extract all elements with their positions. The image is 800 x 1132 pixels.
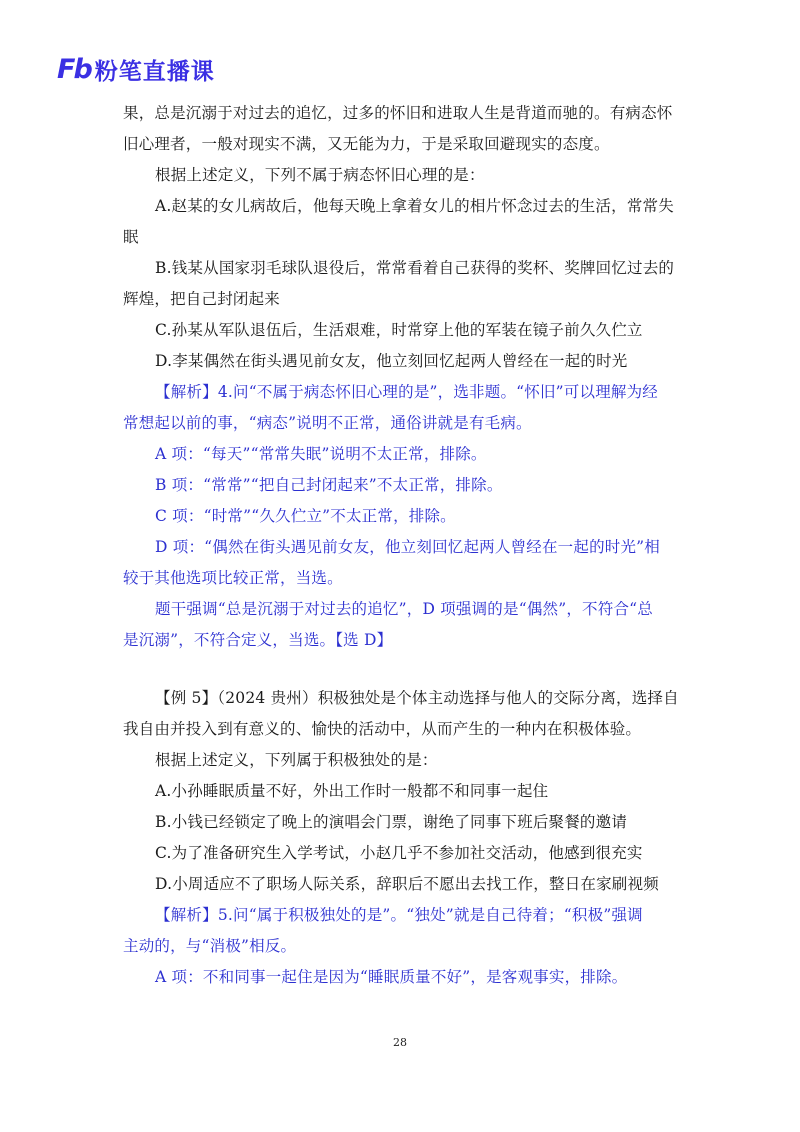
option-a-cont: 眠	[123, 228, 139, 246]
analysis-line: 主动的，与“消极”相反。	[123, 937, 297, 955]
paragraph-line: 旧心理者，一般对现实不满，又无能为力，于是采取回避现实的态度。	[123, 135, 610, 153]
analysis-option-b: B 项：“常常”“把自己封闭起来”不太正常，排除。	[155, 476, 503, 494]
analysis-tag: 【解析】	[155, 906, 218, 924]
analysis-line	[123, 900, 683, 931]
option-c: C.为了准备研究生入学考试，小赵几乎不参加社交活动，他感到很充实	[155, 844, 643, 862]
example-heading: 【例 5】（2024 贵州）积极独处是个体主动选择与他人的交际分离，选择自	[155, 689, 679, 707]
analysis-text: 4.问“不属于病态怀旧心理的是”，选非题。“怀旧”可以理解为经	[217, 383, 658, 401]
option-a: A.小孙睡眠质量不好，外出工作时一般都不和同事一起住	[155, 782, 549, 800]
page-body	[123, 98, 683, 993]
option-b: B.小钱已经锁定了晚上的演唱会门票，谢绝了同事下班后聚餐的邀请	[155, 813, 628, 831]
analysis-option-a: A 项：不和同事一起住是因为“睡眠质量不好”，是客观事实，排除。	[155, 968, 628, 986]
brand-logo	[57, 52, 215, 86]
question-stem: 根据上述定义，下列属于积极独处的是：	[155, 751, 438, 769]
option-c: C.孙某从军队退伍后，生活艰难，时常穿上他的军装在镜子前久久伫立	[155, 321, 643, 339]
logo-mark: Fb	[57, 53, 91, 85]
analysis-tag: 【解析】	[155, 383, 218, 401]
logo-text: 粉笔直播课	[94, 58, 215, 85]
option-b-cont: 辉煌，把自己封闭起来	[123, 290, 281, 308]
analysis-summary-cont: 是沉溺”，不符合定义，当选。【选 D】	[123, 631, 393, 649]
option-b: B.钱某从国家羽毛球队退役后，常常看着自己获得的奖杯、奖牌回忆过去的	[155, 259, 675, 277]
analysis-line: 常想起以前的事，“病态”说明不正常，通俗讲就是有毛病。	[123, 414, 532, 432]
fb-logo-icon	[57, 54, 91, 85]
example-text-cont: 我自由并投入到有意义的、愉快的活动中，从而产生的一种内在积极体验。	[123, 720, 642, 738]
analysis-text: 5.问“属于积极独处的是”。“独处”就是自己待着；“积极”强调	[217, 906, 643, 924]
option-d: D.李某偶然在街头遇见前女友，他立刻回忆起两人曾经在一起的时光	[155, 352, 628, 370]
analysis-option-c: C 项：“时常”“久久伫立”不太正常，排除。	[155, 507, 456, 525]
analysis-summary: 题干强调“总是沉溺于对过去的追忆”，D 项强调的是“偶然”，不符合“总	[155, 600, 653, 618]
analysis-option-a: A 项：“每天”“常常失眠”说明不太正常，排除。	[155, 445, 487, 463]
analysis-option-d: D 项：“偶然在街头遇见前女友，他立刻回忆起两人曾经在一起的时光”相	[155, 538, 661, 556]
analysis-line	[123, 377, 683, 408]
page-number: 28	[393, 1036, 407, 1049]
paragraph-line: 果，总是沉溺于对过去的追忆，过多的怀旧和进取人生是背道而驰的。有病态怀	[123, 104, 673, 122]
option-d: D.小周适应不了职场人际关系，辞职后不愿出去找工作，整日在家刷视频	[155, 875, 659, 893]
analysis-option-d-cont: 较于其他选项比较正常，当选。	[123, 569, 343, 587]
question-stem: 根据上述定义，下列不属于病态怀旧心理的是：	[155, 166, 485, 184]
option-a: A.赵某的女儿病故后，他每天晚上拿着女儿的相片怀念过去的生活，常常失	[155, 197, 674, 215]
